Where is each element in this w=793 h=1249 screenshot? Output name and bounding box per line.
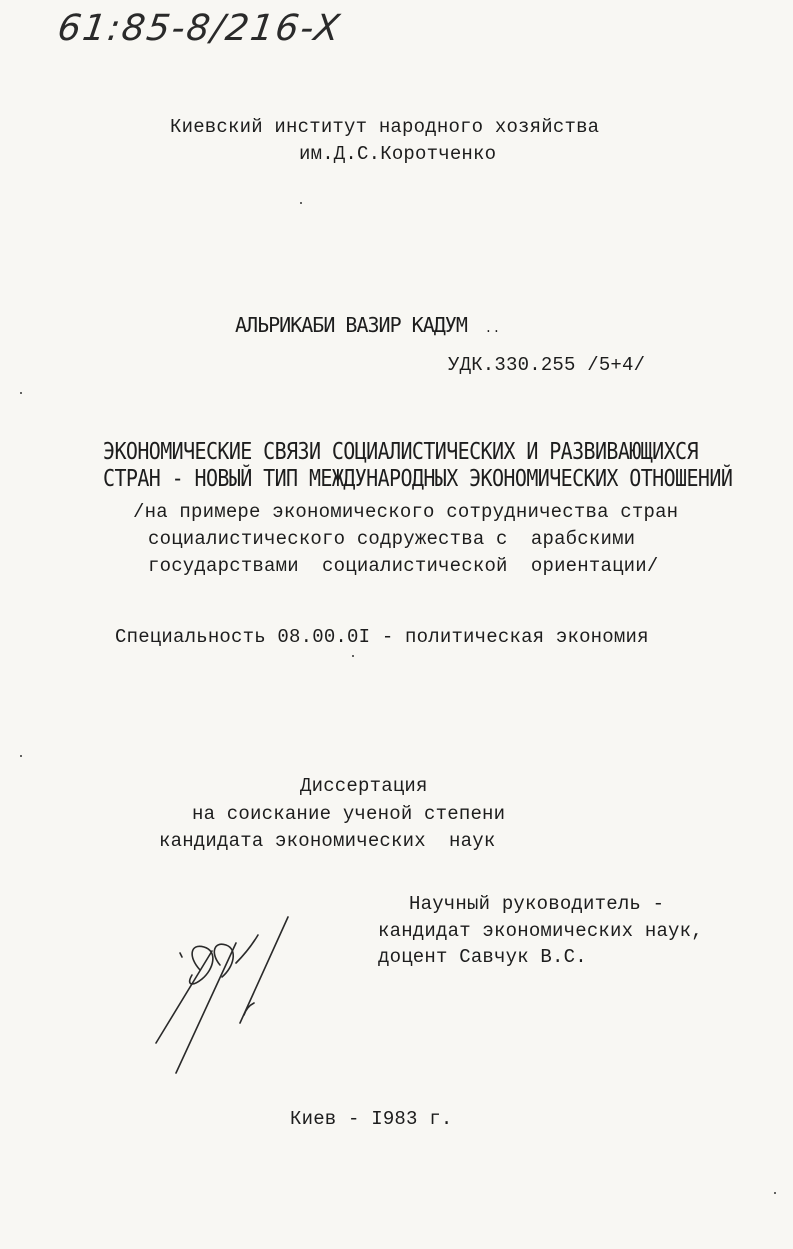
dissertation-degree-line: на соискание ученой степени xyxy=(192,803,506,825)
paper-speck xyxy=(774,1192,776,1194)
signature-image xyxy=(140,905,310,1085)
subtitle-line-2: социалистического содружества с арабскими xyxy=(148,528,636,550)
subtitle-line-3: государствами социалистической ориентации/ xyxy=(148,555,659,577)
paper-speck xyxy=(352,655,354,657)
institution-named-after: им.Д.С.Коротченко xyxy=(299,143,497,165)
title-line-2: СТРАН - НОВЫЙ ТИП МЕЖДУНАРОДНЫХ ЭКОНОМИЧЕСКИХ ОТНОШЕНИЙ xyxy=(103,464,733,492)
author-name: АЛЬРИКАБИ ВАЗИР КАДУМ xyxy=(235,313,467,337)
udc-code: УДК.330.255 /5+4/ xyxy=(448,354,646,376)
title-line-1: ЭКОНОМИЧЕСКИЕ СВЯЗИ СОЦИАЛИСТИЧЕСКИХ И РАЗВИВАЮЩИХСЯ xyxy=(103,437,698,465)
dissertation-label: Диссертация xyxy=(300,775,428,797)
place-and-year: Киев - I983 г. xyxy=(290,1108,453,1130)
specialty-line: Специальность 08.00.0I - политическая экономия xyxy=(115,626,649,648)
archive-code-handwritten: 61:85-8/216-X xyxy=(55,8,344,49)
dissertation-field-line: кандидата экономических наук xyxy=(159,830,496,852)
author-block xyxy=(235,315,501,337)
paper-speck xyxy=(20,392,22,394)
supervisor-name: доцент Савчук В.С. xyxy=(378,946,587,968)
subtitle-line-1: /на примере экономического сотрудничества стран xyxy=(133,501,679,523)
paper-speck xyxy=(300,202,302,204)
institution-name: Киевский институт народного хозяйства xyxy=(170,116,600,138)
supervisor-degree: кандидат экономических наук, xyxy=(378,920,703,942)
author-trailing-mark: .. xyxy=(484,321,501,336)
supervisor-title: Научный руководитель - xyxy=(409,893,665,915)
paper-speck xyxy=(20,755,22,757)
